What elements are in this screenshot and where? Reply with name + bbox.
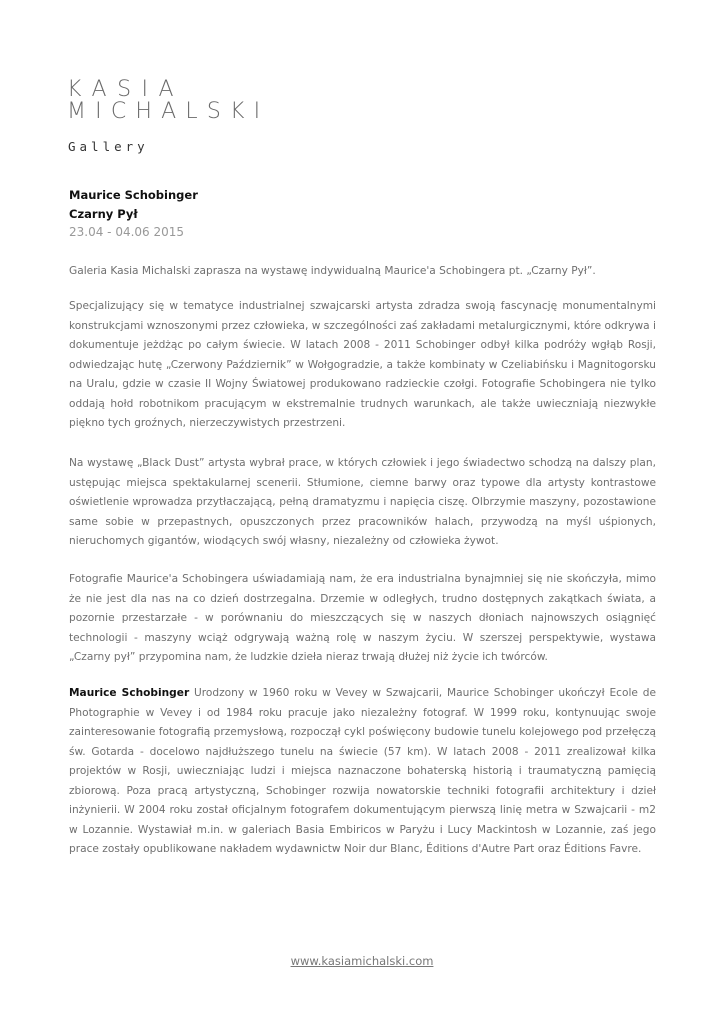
body-paragraph-1: Specjalizujący się w tematyce industrialnej szwajcarski artysta zdradza swoją fascynację monumentalnymi konstrukcjami wznoszonymi przez człowieka, w szczególności zaś zakładami metalurgicznymi, które odkrywa i dokumentuje jeżdżąc po całym świecie. W latach 2008 - 2011 Schobinger odbył kilka podróży wgłąb Rosji, odwiedzając hutę „Czerwony Październik” w Wołgogradzie, a także kombinaty w Czeliabińsku i Magnitogorsku na Uralu, gdzie w czasie II Wojny Światowej produkowano radzieckie czołgi. Fotografie Schobingera nie tylko oddają hołd robotnikom pracującym w ekstremalnie trudnych warunkach, ale także uwieczniają niezwykłe piękno tych groźnych, nierzeczywistych przestrzeni. [69,300,656,429]
exhibition-dates: 23.04 - 04.06 2015 [69,225,185,239]
website-link[interactable]: www.kasiamichalski.com [290,954,434,968]
bio-artist-name: Maurice Schobinger [69,687,190,699]
logo-line-michalski: MICHALSKI [67,99,270,124]
bio-text: Urodzony w 1960 roku w Vevey w Szwajcarii, Maurice Schobinger ukończył Ecole de Photographie w Vevey i od 1984 roku pracuje jako niezależny fotograf. W 1999 roku, kontynuując swoje zainteresowanie fotografią przemysłową, rozpoczął cykl poświęcony budowie tunelu kolejowego pod przełęczą św. Gotarda - docelowo najdłuższego tunelu na świecie (57 km). W latach 2008 - 2011 zrealizował kilka projektów w Rosji, uwieczniając ludzi i miejsca naznaczone bohaterską historią i traumatyczną pamięcią zbiorową. Poza pracą artystyczną, Schobinger rozwija nowatorskie techniki fotografii architektury i dzieł inżynierii. W 2004 roku został oficjalnym fotografem dokumentującym pierwszą linię metra w Szwajcarii - m2 w Lozannie. Wystawiał m.in. w galeriach Basia Embiricos w Paryżu i Lucy Mackintosh w Lozannie, zaś jego prace zostały opublikowane nakładem wydawnictw Noir dur Blanc, Éditions d'Autre Part oraz Éditions Favre. [69,687,656,855]
exhibition-title: Czarny Pył [69,206,138,221]
logo-subtitle: Gallery [68,139,149,154]
exhibition-header [69,186,198,242]
intro-paragraph: Galeria Kasia Michalski zaprasza na wystawę indywidualną Maurice'a Schobingera pt. „Czarny Pył”. [69,265,596,277]
bio-paragraph [69,684,656,860]
footer [0,954,724,968]
body-paragraph-3: Fotografie Maurice'a Schobingera uświadamiają nam, że era industrialna bynajmniej się nie skończyła, mimo że nie jest dla nas na co dzień dostrzegalna. Drzemie w odległych, trudno dostępnych zakątkach świata, a pozornie przestarzałe - w porównaniu do mieszczących się w naszych dłoniach najnowszych osiągnięć technologii - maszyny wciąż odgrywają ważną rolę w naszym życiu. W szerszej perspektywie, wystawa „Czarny pył” przypomina nam, że ludzkie dzieła nieraz trwają dłużej niż życie ich twórców. [69,573,656,663]
artist-name: Maurice Schobinger [69,188,198,202]
body-paragraph-2: Na wystawę „Black Dust” artysta wybrał prace, w których człowiek i jego świadectwo schodzą na dalszy plan, ustępując miejsca spektakularnej scenerii. Stłumione, ciemne barwy oraz typowe dla artysty kontrastowe oświetlenie wprowadza przytłaczającą, pełną dramatyzmu i napięcia ciszę. Olbrzymie maszyny, pozostawione same sobie w przepastnych, opuszczonych przez pracowników halach, przywodzą na myśl uśpionych, nieruchomych gigantów, wiodących swój własny, niezależny od człowieka żywot. [69,457,656,547]
logo-line-kasia: KASIA [67,77,185,102]
